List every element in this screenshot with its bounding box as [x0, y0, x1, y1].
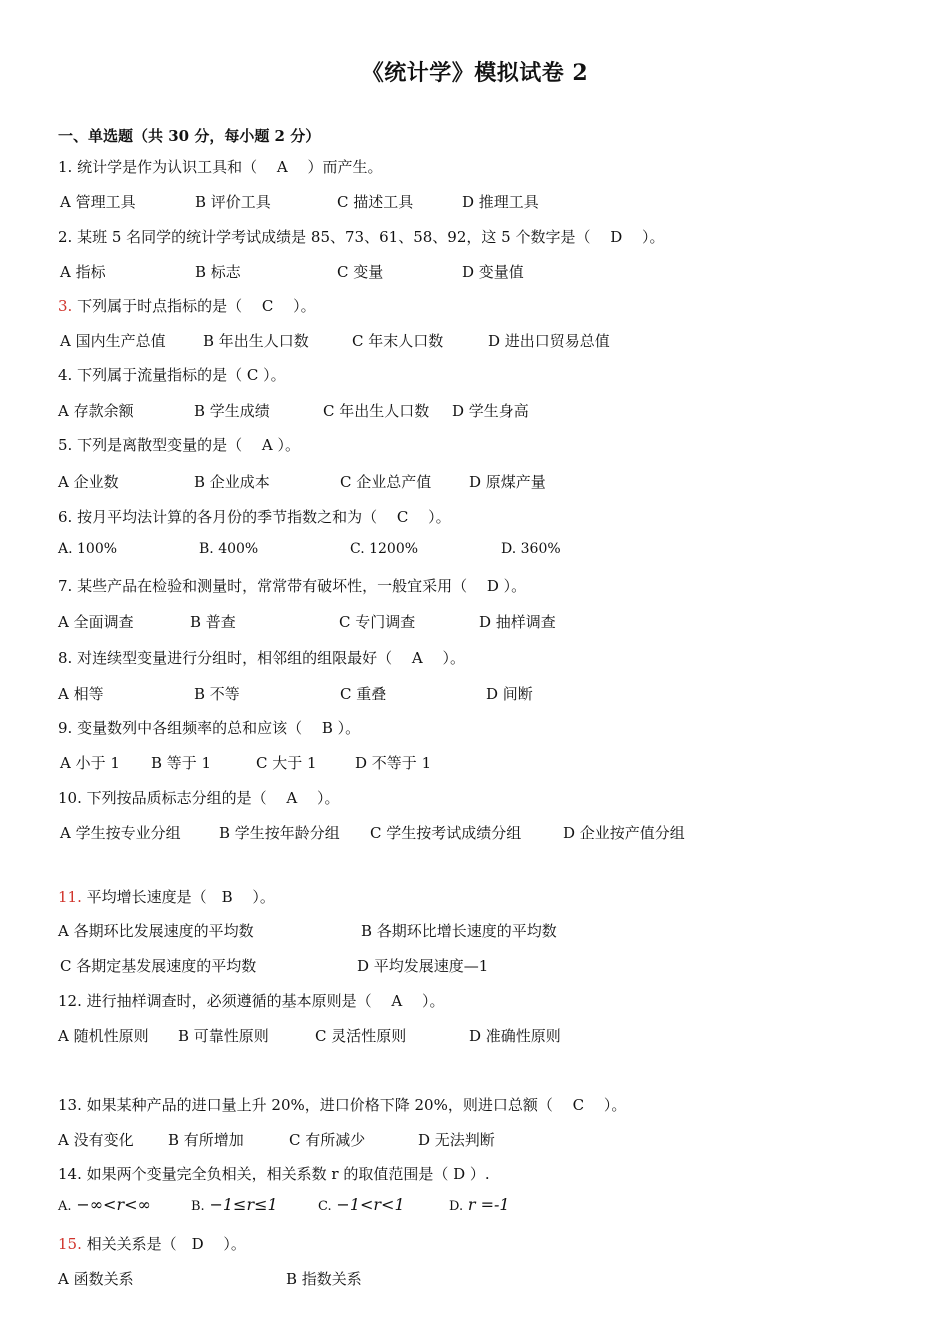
- q9-option-c: C 大于 1: [256, 754, 317, 772]
- q7-option-d: D 抽样调查: [479, 613, 556, 631]
- q2-option-b: B 标志: [195, 263, 241, 281]
- q8-option-b: B 不等: [194, 685, 240, 703]
- q14-option-b-label: B.: [191, 1199, 205, 1214]
- q7-option-b: B 普查: [190, 613, 236, 631]
- q10-option-c: C 学生按考试成绩分组: [370, 824, 522, 842]
- q14-option-a-label: A.: [58, 1199, 72, 1214]
- q3-option-d: D 进出口贸易总值: [488, 332, 610, 350]
- q14-option-a-formula: −∞<r<∞: [76, 1195, 151, 1214]
- q4-option-b: B 学生成绩: [194, 402, 270, 420]
- q10-option-d: D 企业按产值分组: [563, 824, 685, 842]
- q13-option-c: C 有所减少: [289, 1131, 366, 1149]
- question-6: 6. 按月平均法计算的各月份的季节指数之和为（ C ）。: [58, 508, 451, 526]
- q7-option-a: A 全面调查: [58, 613, 134, 631]
- question-10: 10. 下列按品质标志分组的是（ A ）。: [58, 789, 340, 807]
- q8-option-d: D 间断: [486, 685, 533, 703]
- q14-option-a: [58, 1195, 151, 1214]
- q1-option-c: C 描述工具: [337, 193, 414, 211]
- q14-option-d: [449, 1195, 510, 1214]
- q13-option-d: D 无法判断: [418, 1131, 495, 1149]
- q14-option-d-label: D.: [449, 1199, 464, 1214]
- q6-option-a: A. 100%: [58, 541, 118, 557]
- q3-option-a: A 国内生产总值: [60, 332, 166, 350]
- q11-option-a: A 各期环比发展速度的平均数: [58, 922, 254, 940]
- q9-option-b: B 等于 1: [151, 754, 212, 772]
- q12-option-b: B 可靠性原则: [178, 1027, 269, 1045]
- q3-option-c: C 年末人口数: [352, 332, 444, 350]
- question-15: 15. 相关关系是（ D ）。: [58, 1235, 246, 1253]
- q14-option-c-label: C.: [318, 1199, 332, 1214]
- q11-option-b: B 各期环比增长速度的平均数: [361, 922, 557, 940]
- q2-option-a: A 指标: [60, 263, 106, 281]
- q2-option-c: C 变量: [337, 263, 384, 281]
- page-title: 《统计学》模拟试卷 2: [361, 60, 589, 86]
- q13-option-b: B 有所增加: [168, 1131, 244, 1149]
- q6-option-b: B. 400%: [199, 541, 259, 557]
- q15-option-b: B 指数关系: [286, 1270, 362, 1288]
- question-8: 8. 对连续型变量进行分组时，相邻组的组限最好（ A ）。: [58, 649, 465, 667]
- question-2: 2. 某班 5 名同学的统计学考试成绩是 85、73、61、58、92，这 5 个数字是（ D ）。: [58, 228, 665, 246]
- q11-option-c: C 各期定基发展速度的平均数: [60, 957, 257, 975]
- question-11: 11. 平均增长速度是（ B ）。: [58, 888, 275, 906]
- question-7: 7. 某些产品在检验和测量时，常常带有破坏性，一般宜采用（ D ）。: [58, 577, 527, 595]
- q10-option-a: A 学生按专业分组: [60, 824, 181, 842]
- section-heading: 一、单选题（共 30 分，每小题 2 分）: [58, 127, 321, 145]
- q12-option-d: D 准确性原则: [469, 1027, 561, 1045]
- q14-option-c-formula: −1<r<1: [336, 1195, 405, 1214]
- q1-option-d: D 推理工具: [462, 193, 539, 211]
- q5-option-c: C 企业总产值: [340, 473, 432, 491]
- q5-option-a: A 企业数: [58, 473, 119, 491]
- q6-option-d: D. 360%: [501, 541, 561, 557]
- q5-option-b: B 企业成本: [194, 473, 270, 491]
- question-1: 1. 统计学是作为认识工具和（ A ）而产生。: [58, 158, 383, 176]
- q3-option-b: B 年出生人口数: [203, 332, 309, 350]
- q14-option-b: [191, 1195, 278, 1214]
- q15-option-a: A 函数关系: [58, 1270, 134, 1288]
- q4-option-d: D 学生身高: [452, 402, 529, 420]
- q11-option-d: D 平均发展速度—1: [357, 957, 489, 975]
- q9-option-a: A 小于 1: [60, 754, 120, 772]
- q1-option-a: A 管理工具: [60, 193, 136, 211]
- question-3: 3. 下列属于时点指标的是（ C ）。: [58, 297, 316, 315]
- q12-option-a: A 随机性原则: [58, 1027, 149, 1045]
- question-12: 12. 进行抽样调查时，必须遵循的基本原则是（ A ）。: [58, 992, 445, 1010]
- q5-option-d: D 原煤产量: [469, 473, 546, 491]
- q4-option-a: A 存款余额: [58, 402, 134, 420]
- question-9: 9. 变量数列中各组频率的总和应该（ B ）。: [58, 719, 361, 737]
- question-5: 5. 下列是离散型变量的是（ A ）。: [58, 436, 300, 454]
- q13-option-a: A 没有变化: [58, 1131, 134, 1149]
- q1-option-b: B 评价工具: [195, 193, 271, 211]
- q10-option-b: B 学生按年龄分组: [219, 824, 340, 842]
- q8-option-a: A 相等: [58, 685, 104, 703]
- question-13: 13. 如果某种产品的进口量上升 20%，进口价格下降 20%，则进口总额（ C ）。: [58, 1096, 627, 1114]
- q14-option-d-formula: r =-1: [467, 1195, 510, 1214]
- q4-option-c: C 年出生人口数: [323, 402, 430, 420]
- q14-option-c: [318, 1195, 405, 1214]
- q2-option-d: D 变量值: [462, 263, 524, 281]
- q12-option-c: C 灵活性原则: [315, 1027, 407, 1045]
- question-14: 14. 如果两个变量完全负相关，相关系数 r 的取值范围是（ D ）.: [58, 1165, 490, 1183]
- question-4: 4. 下列属于流量指标的是（ C ）。: [58, 366, 286, 384]
- q7-option-c: C 专门调查: [339, 613, 416, 631]
- q9-option-d: D 不等于 1: [355, 754, 432, 772]
- q8-option-c: C 重叠: [340, 685, 387, 703]
- q14-option-b-formula: −1≤r≤1: [209, 1195, 278, 1214]
- q6-option-c: C. 1200%: [350, 541, 419, 557]
